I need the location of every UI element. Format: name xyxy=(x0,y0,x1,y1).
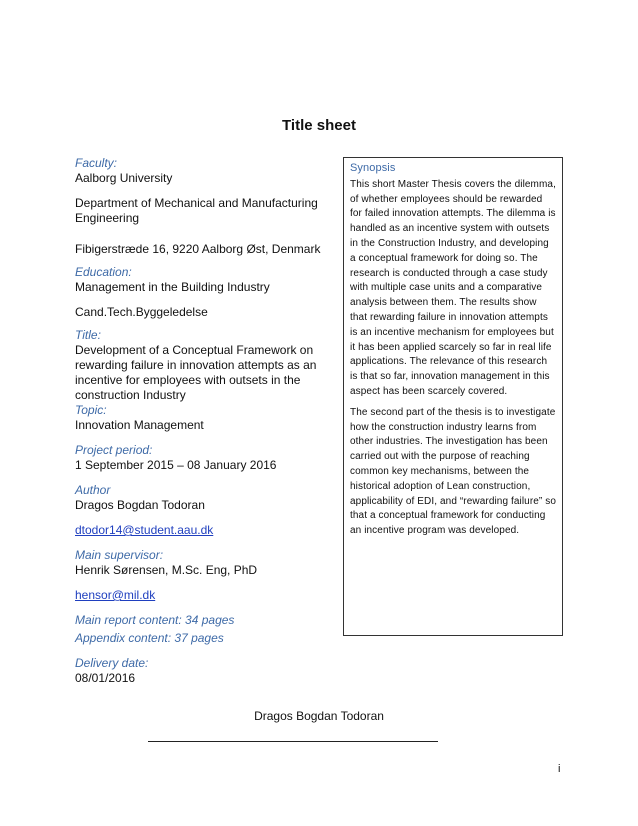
education-section xyxy=(75,265,337,295)
topic-section xyxy=(75,403,337,433)
supervisor-name: Henrik Sørensen, M.Sc. Eng, PhD xyxy=(75,563,258,577)
thesis-title-value: Development of a Conceptual Framework on rewarding failure in innovation attempts as an incentive for employees with outsets in the construction Industry xyxy=(75,343,317,402)
synopsis-title: Synopsis xyxy=(350,162,396,174)
project-period-section xyxy=(75,443,337,473)
faculty-section xyxy=(75,156,337,257)
author-section xyxy=(75,483,337,538)
project-period-label: Project period: xyxy=(75,443,153,457)
thesis-title-label: Title: xyxy=(75,328,101,342)
education-label: Education: xyxy=(75,265,132,279)
author-label: Author xyxy=(75,483,111,497)
author-name: Dragos Bogdan Todoran xyxy=(75,498,205,512)
page-title: Title sheet xyxy=(282,117,356,134)
content-section xyxy=(75,613,337,646)
appendix-content: Appendix content: 37 pages xyxy=(75,631,224,645)
author-email-link[interactable]: dtodor14@student.aau.dk xyxy=(75,523,214,537)
delivery-section xyxy=(75,656,337,686)
topic-label: Topic: xyxy=(75,403,107,417)
supervisor-label: Main supervisor: xyxy=(75,548,164,562)
department: Department of Mechanical and Manufacturing Engineering xyxy=(75,196,318,225)
title-section xyxy=(75,328,337,403)
degree: Cand.Tech.Byggeledelse xyxy=(75,305,208,319)
faculty-label: Faculty: xyxy=(75,156,118,170)
project-period-value: 1 September 2015 – 08 January 2016 xyxy=(75,458,277,472)
faculty-value: Aalborg University xyxy=(75,171,173,185)
synopsis-box xyxy=(343,157,563,636)
address: Fibigerstræde 16, 9220 Aalborg Øst, Denmark xyxy=(75,242,321,256)
supervisor-email-link[interactable]: hensor@mil.dk xyxy=(75,588,156,602)
info-column xyxy=(75,156,337,686)
delivery-value: 08/01/2016 xyxy=(75,671,136,685)
signature-line xyxy=(148,741,438,742)
page-number: i xyxy=(558,763,561,775)
education-value: Management in the Building Industry xyxy=(75,280,270,294)
supervisor-section xyxy=(75,548,337,603)
topic-value: Innovation Management xyxy=(75,418,204,432)
main-report-content: Main report content: 34 pages xyxy=(75,613,235,627)
synopsis-paragraph-2: The second part of the thesis is to investigate how the construction industry learns from other industries. The investigation has been carried out with the purpose of reaching common key mechanisms, between the historical adoption of Lean construction, applicability of EDI, and “rewarding failure” so that a conceptual framework for conducting an incentive program was developed. xyxy=(350,406,557,537)
delivery-label: Delivery date: xyxy=(75,656,149,670)
synopsis-paragraph-1: This short Master Thesis covers the dilemma, of whether employees should be rewarded for failed innovation attempts. The dilemma is handled as an incentive system with outsets in the Construction Industry, and developing a conceptual framework for doing so. The research is conducted through a case study with multiple case units and a comparative analysis between them. The results show that rewarding failure in innovation attempts is an incentive mechanism for employees but it has been applied scarcely so far in real life applications. The relevance of this research is that so far, innovation management in this aspect has been scarcely covered. xyxy=(350,178,556,397)
signature-name: Dragos Bogdan Todoran xyxy=(254,709,384,723)
